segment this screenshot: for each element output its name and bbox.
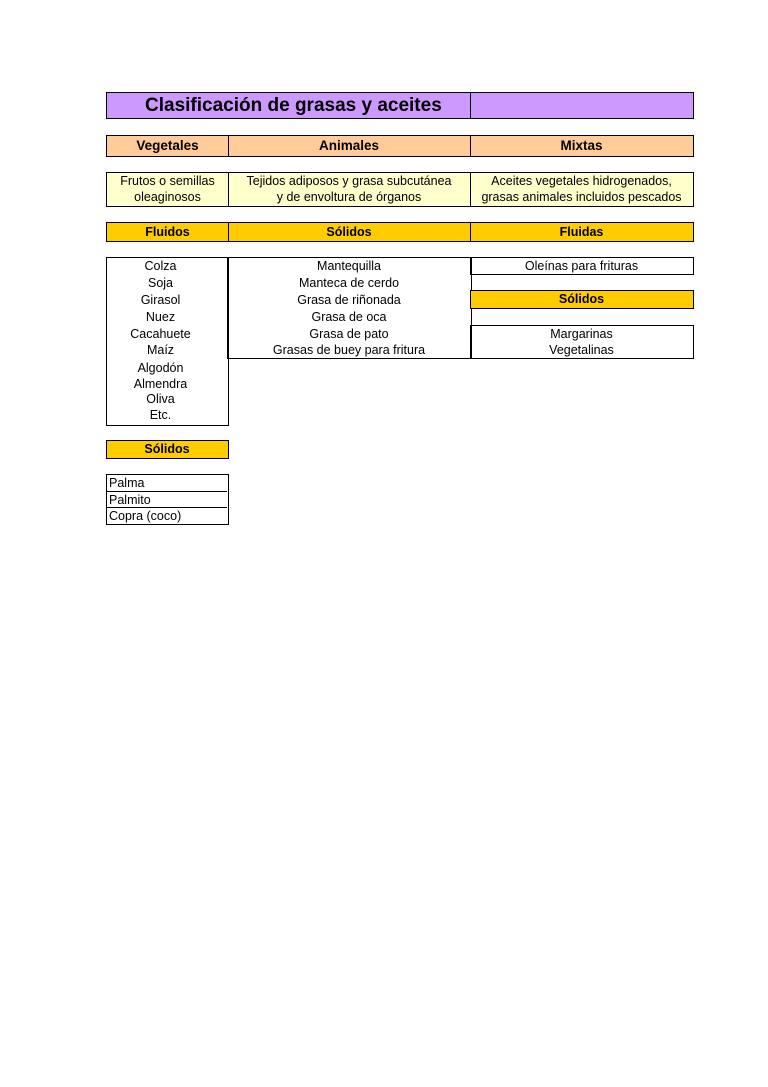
list-item: Cacahuete: [130, 327, 191, 341]
list-item: Grasa de riñonada: [297, 293, 401, 307]
desc-vegetales-line1: Frutos o semillas: [120, 174, 215, 188]
subheader-ani-solidos: Sólidos: [326, 225, 372, 239]
description-row: [106, 172, 694, 207]
subheader-veg-fluidos: Fluidos: [145, 225, 190, 239]
list-item: Oleínas para frituras: [524, 259, 639, 273]
title-bar: [106, 92, 694, 119]
mix-solidos-header: [470, 290, 694, 309]
desc-mixtas-line1: Aceites vegetales hidrogenados,: [491, 174, 672, 188]
desc-animales-line2: y de envoltura de órganos: [276, 190, 422, 204]
list-item: Margarinas: [550, 327, 613, 341]
subheader-mix-solidos: Sólidos: [558, 292, 605, 306]
list-item: Nuez: [145, 310, 176, 324]
list-item: Soja: [147, 276, 174, 290]
list-item: Oliva: [146, 392, 175, 406]
header-vegetales: Vegetales: [136, 138, 199, 153]
list-item: Maíz: [146, 343, 175, 357]
header-mixtas: Mixtas: [560, 138, 603, 153]
list-item: Etc.: [149, 408, 172, 422]
category-header-row: [106, 135, 694, 157]
subheader-mix-fluidas: Fluidas: [559, 225, 604, 239]
list-item: Grasa de pato: [309, 327, 389, 341]
list-item: Manteca de cerdo: [298, 276, 400, 290]
veg-solidos-header: [106, 440, 229, 459]
ani-solidos-list: [227, 257, 472, 359]
list-item: Mantequilla: [317, 259, 381, 273]
page-title: Clasificación de grasas y aceites: [145, 95, 442, 116]
title-divider: [470, 93, 471, 118]
header-animales: Animales: [318, 138, 380, 153]
desc-animales-line1: Tejidos adiposos y grasa subcutánea: [246, 174, 452, 188]
list-item: Colza: [144, 259, 177, 273]
subheader-row: [106, 222, 694, 242]
list-item: Copra (coco): [109, 509, 182, 523]
list-item: Vegetalinas: [549, 343, 614, 357]
mix-solidos-list: [470, 325, 694, 359]
list-item: Palmito: [109, 493, 151, 507]
list-item: Almendra: [133, 377, 188, 391]
desc-mixtas-line2: grasas animales incluidos pescados: [481, 190, 682, 204]
veg-solidos-list: [106, 474, 229, 525]
veg-fluidos-list: [106, 257, 229, 426]
subheader-veg-solidos: Sólidos: [144, 442, 190, 456]
list-item: Palma: [109, 476, 145, 490]
list-item: Grasa de oca: [311, 310, 387, 324]
mix-fluidas-list: [470, 257, 694, 275]
list-item: Girasol: [140, 293, 181, 307]
desc-vegetales-line2: oleaginosos: [134, 190, 201, 204]
list-item: Algodón: [137, 361, 184, 375]
list-item: Grasas de buey para fritura: [272, 343, 426, 357]
